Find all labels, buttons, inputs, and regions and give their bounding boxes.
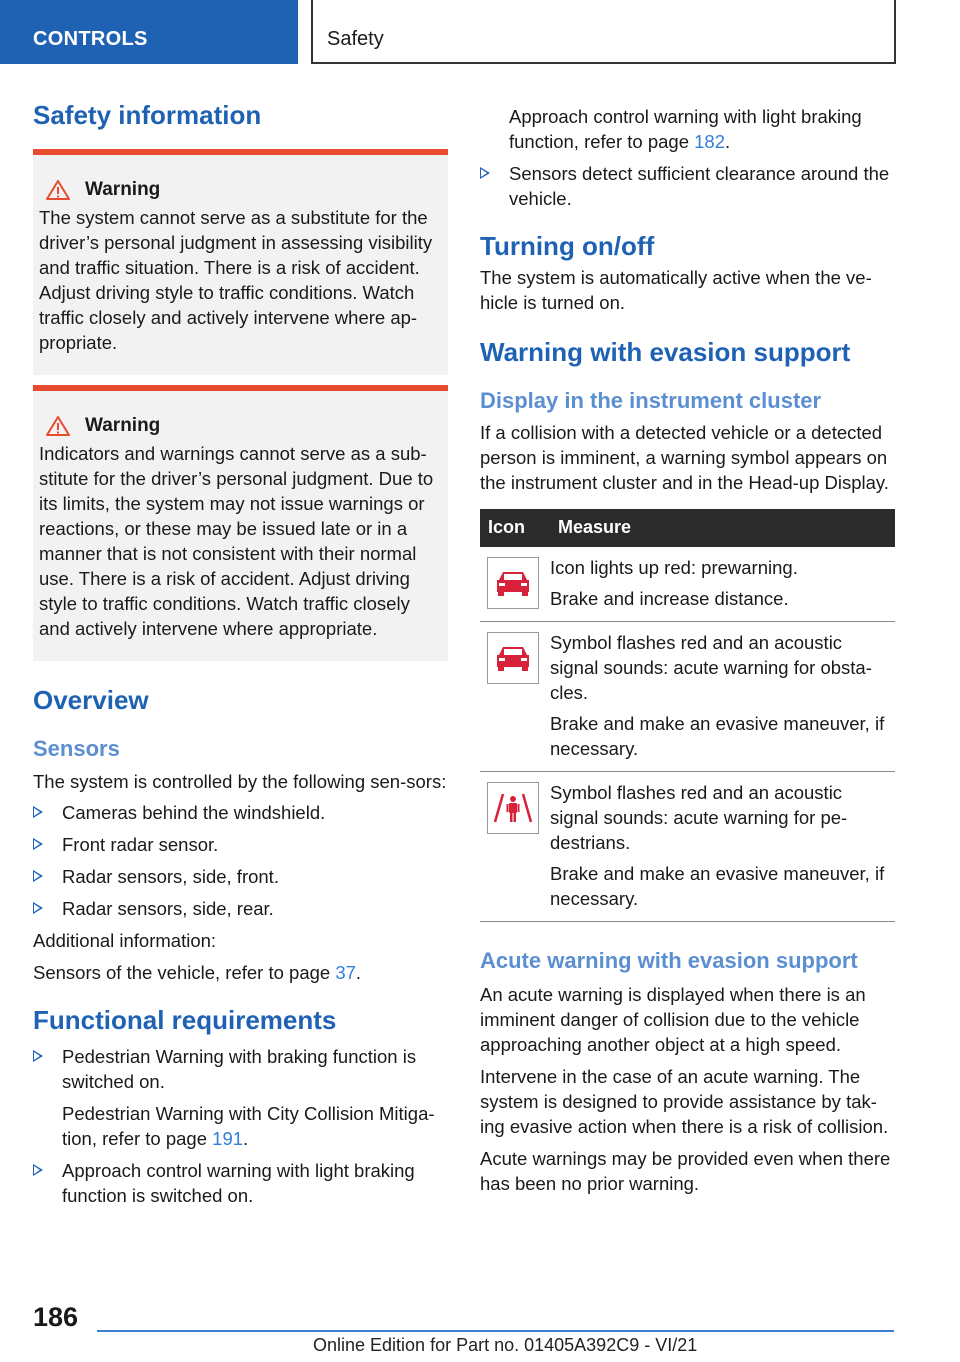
additional-info-label: Additional information: bbox=[33, 929, 217, 951]
list-item-text: Sensors detect sufficient clearance around the vehicle. bbox=[509, 163, 890, 209]
requirement-reference: Pedestrian Warning with City Collision Mitiga-tion, refer to page 191. bbox=[62, 1102, 435, 1149]
list-item-text: Radar sensors, side, front. bbox=[62, 865, 279, 887]
bullet-triangle-icon bbox=[480, 167, 490, 179]
requirement-reference: Approach control warning with light braking function, refer to page 182. bbox=[509, 106, 862, 152]
list-item bbox=[480, 161, 896, 211]
footer-rule bbox=[97, 1330, 894, 1332]
warning-text: The system cannot serve as a substitute for the driver’s personal judgment in assessing visibility and traffic situation. There is a risk of accident. Adjust driving style to traffic conditions. Watch traffic closely and actively intervene where ap-propriate. bbox=[39, 207, 433, 354]
table-row bbox=[480, 771, 895, 921]
additional-ref-text: Sensors of the vehicle, refer to page bbox=[33, 961, 336, 983]
requirements-list-cont bbox=[33, 1158, 449, 1208]
warning-text: Indicators and warnings cannot serve as a sub-stitute for the driver’s personal judgment. Due to its limits, the system may not issue warnings or reactions, or these may be issued late or in a manner that is not consistent with their normal use. There is a risk of accident. Adjust driving style to traffic conditions. Watch traffic closely and actively intervene where appropriate. bbox=[39, 443, 434, 640]
right-column bbox=[480, 104, 896, 1196]
chapter-title: Safety bbox=[311, 0, 896, 64]
bullet-triangle-icon bbox=[33, 1050, 43, 1062]
requirements-list bbox=[33, 1044, 449, 1094]
list-item-text: Approach control warning with light braking function is switched on. bbox=[62, 1159, 415, 1206]
acute-warning-heading: Acute warning with evasion support bbox=[480, 947, 858, 973]
list-item bbox=[33, 800, 449, 825]
list-item bbox=[33, 1158, 449, 1208]
overview-heading: Overview bbox=[33, 685, 149, 716]
warning-box-1 bbox=[33, 149, 448, 375]
warning-triangle-icon bbox=[45, 415, 71, 437]
measure-text: Icon lights up red: prewarning. bbox=[550, 556, 798, 578]
measure-cell bbox=[550, 621, 895, 771]
list-item bbox=[33, 832, 449, 857]
page-number: 186 bbox=[33, 1302, 79, 1332]
turning-text: The system is automatically active when the ve-hicle is turned on. bbox=[480, 267, 872, 314]
list-item-text: Front radar sensor. bbox=[62, 833, 219, 855]
warning-label: Warning bbox=[85, 179, 161, 201]
table-header-row bbox=[480, 509, 895, 547]
edition-text: Online Edition for Part no. 01405A392C9 - VI/21 bbox=[313, 1335, 698, 1355]
acute-paragraph-1: An acute warning is displayed when there is an imminent danger of collision due to the vehicle approaching another object at a high speed. bbox=[480, 984, 866, 1056]
turning-on-off-heading: Turning on/off bbox=[480, 231, 655, 261]
warning-triangle-icon bbox=[45, 179, 71, 201]
warning-header bbox=[45, 179, 442, 201]
warning-symbols-table bbox=[480, 509, 895, 922]
measure-text: Brake and make an evasive maneuver, if necessary. bbox=[550, 712, 885, 759]
icon-cell bbox=[480, 621, 550, 771]
display-heading: Display in the instrument cluster bbox=[480, 388, 822, 414]
col-header-measure: Measure bbox=[550, 509, 895, 547]
safety-info-heading: Safety information bbox=[33, 100, 262, 130]
functional-requirements-heading: Functional requirements bbox=[33, 1004, 337, 1035]
measure-text: Symbol flashes red and an acoustic signal sounds: acute warning for obsta-cles. bbox=[550, 631, 872, 703]
list-item-text: Pedestrian Warning with braking function is switched on. bbox=[62, 1045, 417, 1092]
page-link-182[interactable]: 182 bbox=[694, 131, 725, 152]
measure-text: Brake and increase distance. bbox=[550, 587, 789, 609]
car-warning-icon bbox=[487, 557, 539, 609]
warning-box-2 bbox=[33, 385, 448, 661]
reference-text: Pedestrian Warning with City Collision Mitiga-tion, refer to page bbox=[62, 1102, 435, 1149]
bullet-triangle-icon bbox=[33, 870, 43, 882]
measure-cell bbox=[550, 547, 895, 622]
measure-text: Symbol flashes red and an acoustic signal sounds: acute warning for pe-destrians. bbox=[550, 781, 848, 853]
list-item bbox=[33, 1044, 449, 1094]
sensors-heading: Sensors bbox=[33, 736, 120, 762]
reference-text: Approach control warning with light braking function, refer to page bbox=[509, 106, 862, 152]
bullet-triangle-icon bbox=[33, 838, 43, 850]
warning-label: Warning bbox=[85, 415, 161, 437]
warning-header bbox=[45, 415, 442, 437]
car-warning-icon bbox=[487, 632, 539, 684]
additional-info-text: Sensors of the vehicle, refer to page 37. bbox=[33, 961, 362, 983]
requirements-list-cont bbox=[480, 161, 896, 211]
table-row bbox=[480, 621, 895, 771]
section-tab: CONTROLS bbox=[0, 0, 298, 64]
list-item-text: Radar sensors, side, rear. bbox=[62, 897, 274, 919]
list-item bbox=[33, 896, 449, 921]
icon-cell bbox=[480, 771, 550, 921]
table-row bbox=[480, 547, 895, 622]
bullet-triangle-icon bbox=[33, 902, 43, 914]
measure-cell bbox=[550, 771, 895, 921]
icon-cell bbox=[480, 547, 550, 622]
sensor-list bbox=[33, 800, 449, 921]
list-item-text: Cameras behind the windshield. bbox=[62, 801, 326, 823]
display-text: If a collision with a detected vehicle or a detected person is imminent, a warning symbol appears on the instrument cluster and in the Head-up Display. bbox=[480, 421, 889, 493]
acute-paragraph-2: Intervene in the case of an acute warning. The system is designed to provide assistance by tak-ing evasive action when there is a risk of collision. bbox=[480, 1066, 889, 1138]
pedestrian-warning-icon bbox=[487, 782, 539, 834]
col-header-icon: Icon bbox=[480, 509, 550, 547]
left-column bbox=[33, 100, 449, 1208]
sensors-intro: The system is controlled by the following sen-sors: bbox=[33, 770, 447, 792]
evasion-support-heading: Warning with evasion support bbox=[480, 337, 851, 368]
measure-text: Brake and make an evasive maneuver, if necessary. bbox=[550, 862, 885, 909]
list-item bbox=[33, 864, 449, 889]
page-link-191[interactable]: 191 bbox=[212, 1127, 244, 1149]
bullet-triangle-icon bbox=[33, 806, 43, 818]
acute-paragraph-3: Acute warnings may be provided even when there has been no prior warning. bbox=[480, 1148, 891, 1195]
page-link-37[interactable]: 37 bbox=[335, 961, 356, 983]
bullet-triangle-icon bbox=[33, 1164, 43, 1176]
